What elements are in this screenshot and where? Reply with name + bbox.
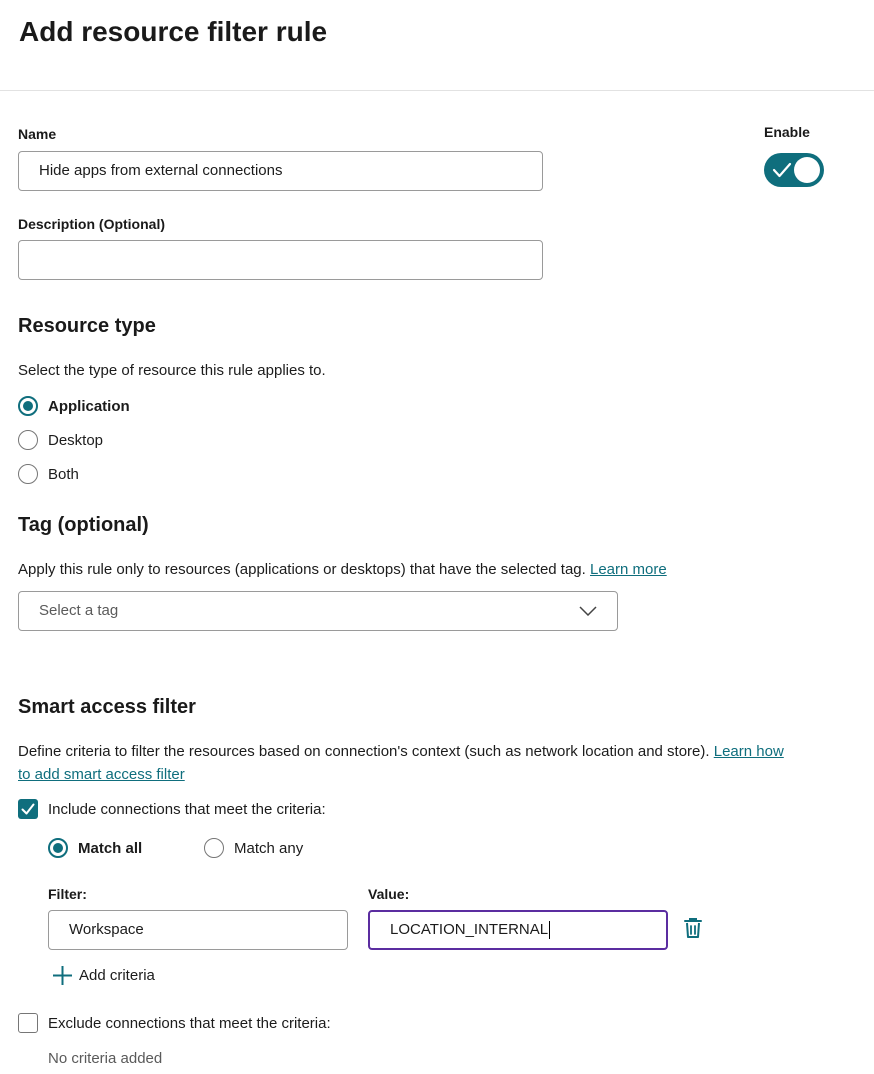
radio-both[interactable] (18, 464, 38, 484)
enable-label: Enable (764, 124, 810, 140)
add-criteria-label: Add criteria (79, 967, 155, 984)
value-input[interactable] (368, 910, 668, 950)
radio-application[interactable] (18, 396, 38, 416)
smart-access-heading: Smart access filter (18, 696, 196, 718)
value-input-text: LOCATION_INTERNAL (390, 921, 549, 938)
smart-access-help-text: Define criteria to filter the resources based on connection's context (such as network location and store). (18, 743, 710, 760)
radio-application-label[interactable]: Application (48, 398, 130, 415)
filter-label: Filter: (48, 886, 87, 902)
include-checkbox[interactable] (18, 799, 38, 819)
description-label: Description (Optional) (18, 216, 165, 232)
radio-match-all-label[interactable]: Match all (78, 840, 143, 857)
smart-access-link-part1[interactable]: Learn how (713, 743, 784, 760)
value-label: Value: (368, 886, 410, 902)
checkmark-icon (18, 799, 38, 819)
filter-input[interactable]: Workspace (48, 910, 348, 950)
header-divider (0, 90, 874, 91)
description-input[interactable] (18, 240, 543, 280)
plus-icon (52, 965, 73, 986)
trash-icon[interactable] (683, 917, 703, 939)
tag-help-text: Apply this rule only to resources (applications or desktops) that have the selected tag. (18, 561, 586, 578)
tag-learn-more-link[interactable]: Learn more (589, 561, 667, 578)
resource-type-heading: Resource type (18, 315, 156, 337)
name-input[interactable]: Hide apps from external connections (18, 151, 543, 191)
resource-type-help: Select the type of resource this rule applies to. (18, 362, 326, 379)
radio-both-label[interactable]: Both (48, 466, 79, 483)
smart-access-link-part2[interactable]: to add smart access filter (18, 766, 185, 783)
page-title: Add resource filter rule (19, 16, 328, 47)
chevron-down-icon (579, 606, 597, 616)
radio-match-any[interactable] (204, 838, 224, 858)
exclude-label[interactable]: Exclude connections that meet the criteria: (48, 1015, 331, 1032)
enable-toggle[interactable] (764, 153, 824, 187)
exclude-checkbox[interactable] (18, 1013, 38, 1033)
radio-desktop[interactable] (18, 430, 38, 450)
tag-select[interactable] (18, 591, 618, 631)
tag-select-placeholder: Select a tag (39, 602, 119, 619)
tag-heading: Tag (optional) (18, 514, 149, 536)
radio-match-any-label[interactable]: Match any (234, 840, 304, 857)
tag-help (18, 560, 667, 580)
name-label: Name (18, 126, 57, 142)
check-icon (772, 161, 792, 179)
toggle-knob (794, 157, 820, 183)
smart-access-help (18, 742, 784, 762)
radio-desktop-label[interactable]: Desktop (48, 432, 104, 449)
include-label[interactable]: Include connections that meet the criteria: (48, 801, 326, 818)
no-criteria-text: No criteria added (48, 1050, 163, 1067)
radio-match-all[interactable] (48, 838, 68, 858)
text-caret (549, 921, 550, 939)
